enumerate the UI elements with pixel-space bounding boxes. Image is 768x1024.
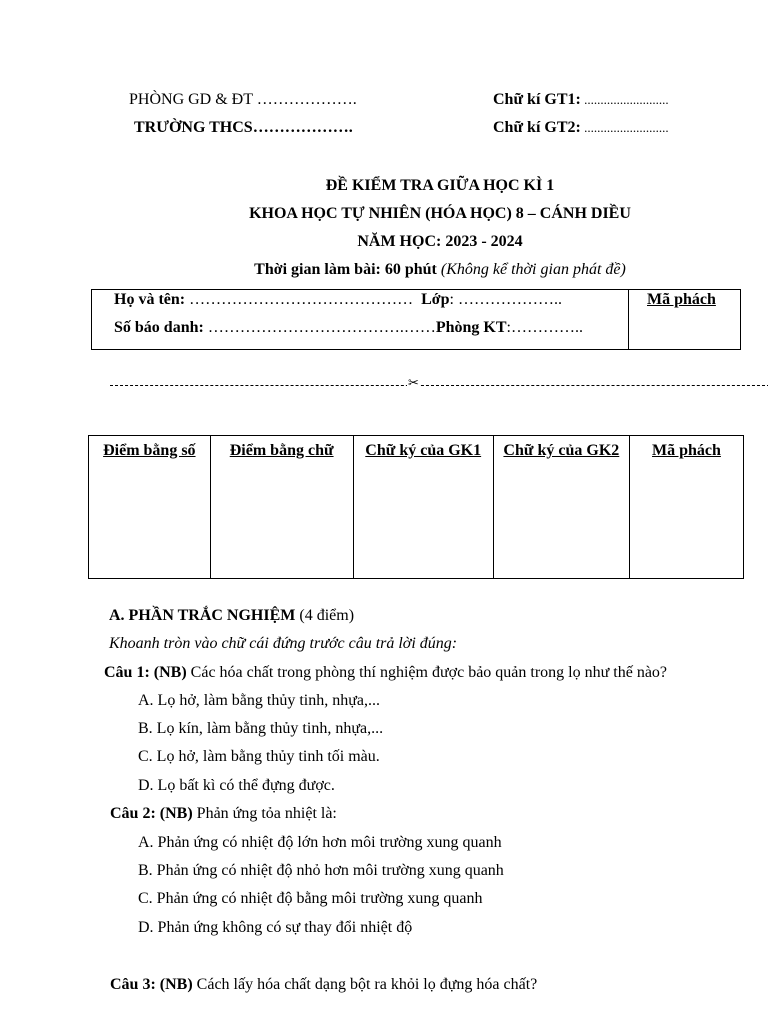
exam-time	[0, 261, 768, 279]
section-a-instruction: Khoanh tròn vào chữ cái đứng trước câu trả lời đúng:	[109, 635, 458, 652]
score-number-cell[interactable]: Điểm bằng số	[89, 436, 211, 579]
question-1-text: Các hóa chất trong phòng thí nghiệm được bảo quản trong lọ như thế nào?	[186, 664, 668, 681]
section-a-heading: A. PHẦN TRẮC NGHIỆM	[109, 607, 296, 624]
exam-time-note: (Không kể thời gian phát đề)	[436, 261, 626, 278]
code-cell[interactable]: Mã phách	[629, 436, 743, 579]
department-label: PHÒNG GD & ĐT ……………….	[129, 91, 357, 108]
score-words-cell[interactable]: Điểm bằng chữ	[210, 436, 353, 579]
question-2-label: Câu 2: (NB)	[110, 805, 193, 822]
room-label: Phòng KT	[435, 319, 507, 336]
question-2-option-d[interactable]: D. Phản ứng không có sự thay đổi nhiệt độ	[138, 919, 413, 936]
question-2	[110, 805, 337, 823]
signature-gt1-label: Chữ kí GT1:	[493, 91, 581, 108]
signature-gk2-cell[interactable]: Chữ ký của GK2	[493, 436, 629, 579]
student-id-row[interactable]	[114, 319, 583, 337]
question-1-option-c[interactable]: C. Lọ hở, làm bằng thủy tinh tối màu.	[138, 748, 380, 765]
exam-title: ĐỀ KIỂM TRA GIỮA HỌC KÌ 1	[325, 177, 555, 194]
class-dots: : ………………..	[449, 291, 562, 308]
exam-time-label: Thời gian làm bài: 60 phút	[254, 261, 437, 278]
student-id-label: Số báo danh:	[114, 319, 204, 336]
question-1-option-a[interactable]: A. Lọ hở, làm bằng thủy tinh, nhựa,...	[138, 692, 380, 709]
question-1-option-b[interactable]: B. Lọ kín, làm bằng thủy tinh, nhựa,...	[138, 720, 384, 737]
question-1-option-d[interactable]: D. Lọ bất kì có thể đựng được.	[138, 777, 335, 794]
student-name-row[interactable]	[114, 291, 562, 309]
signature-gk1-cell[interactable]: Chữ ký của GK1	[353, 436, 493, 579]
signature-gt1-dots: ..........................	[580, 92, 669, 107]
signature-gt2-label: Chữ kí GT2:	[493, 119, 581, 136]
exam-subject: KHOA HỌC TỰ NHIÊN (HÓA HỌC) 8 – CÁNH DIỀU	[249, 205, 631, 222]
question-2-text: Phản ứng tỏa nhiệt là:	[192, 805, 337, 822]
section-a-title	[109, 607, 354, 625]
question-2-option-b[interactable]: B. Phản ứng có nhiệt độ nhỏ hơn môi trường xung quanh	[138, 862, 504, 879]
school-year: NĂM HỌC: 2023 - 2024	[357, 233, 523, 250]
class-label: Lớp	[421, 291, 450, 308]
question-3-text: Cách lấy hóa chất dạng bột ra khỏi lọ đựng hóa chất?	[192, 976, 538, 993]
box-divider	[628, 290, 629, 349]
question-2-option-c[interactable]: C. Phản ứng có nhiệt độ bằng môi trường xung quanh	[138, 890, 483, 907]
signature-gt2	[493, 119, 669, 137]
student-name-dots: ……………………………………	[185, 291, 414, 308]
question-1-label: Câu 1: (NB)	[104, 664, 187, 681]
question-1	[104, 664, 667, 682]
question-3	[110, 976, 537, 994]
scissors-icon: ✂	[408, 376, 419, 391]
signature-gt1	[493, 91, 669, 109]
code-label: Mã phách	[647, 291, 716, 308]
signature-gt2-dots: ..........................	[580, 120, 669, 135]
question-3-label: Câu 3: (NB)	[110, 976, 193, 993]
student-info-box	[91, 289, 741, 350]
room-dots: :…………..	[506, 319, 583, 336]
student-name-label: Họ và tên:	[114, 291, 186, 308]
school-label: TRƯỜNG THCS……………….	[134, 119, 353, 136]
question-2-option-a[interactable]: A. Phản ứng có nhiệt độ lớn hơn môi trường xung quanh	[138, 834, 502, 851]
student-id-dots: ……………………………….……	[203, 319, 436, 336]
score-table	[88, 435, 744, 579]
section-a-points: (4 điểm)	[295, 607, 355, 624]
cut-line	[110, 385, 768, 386]
